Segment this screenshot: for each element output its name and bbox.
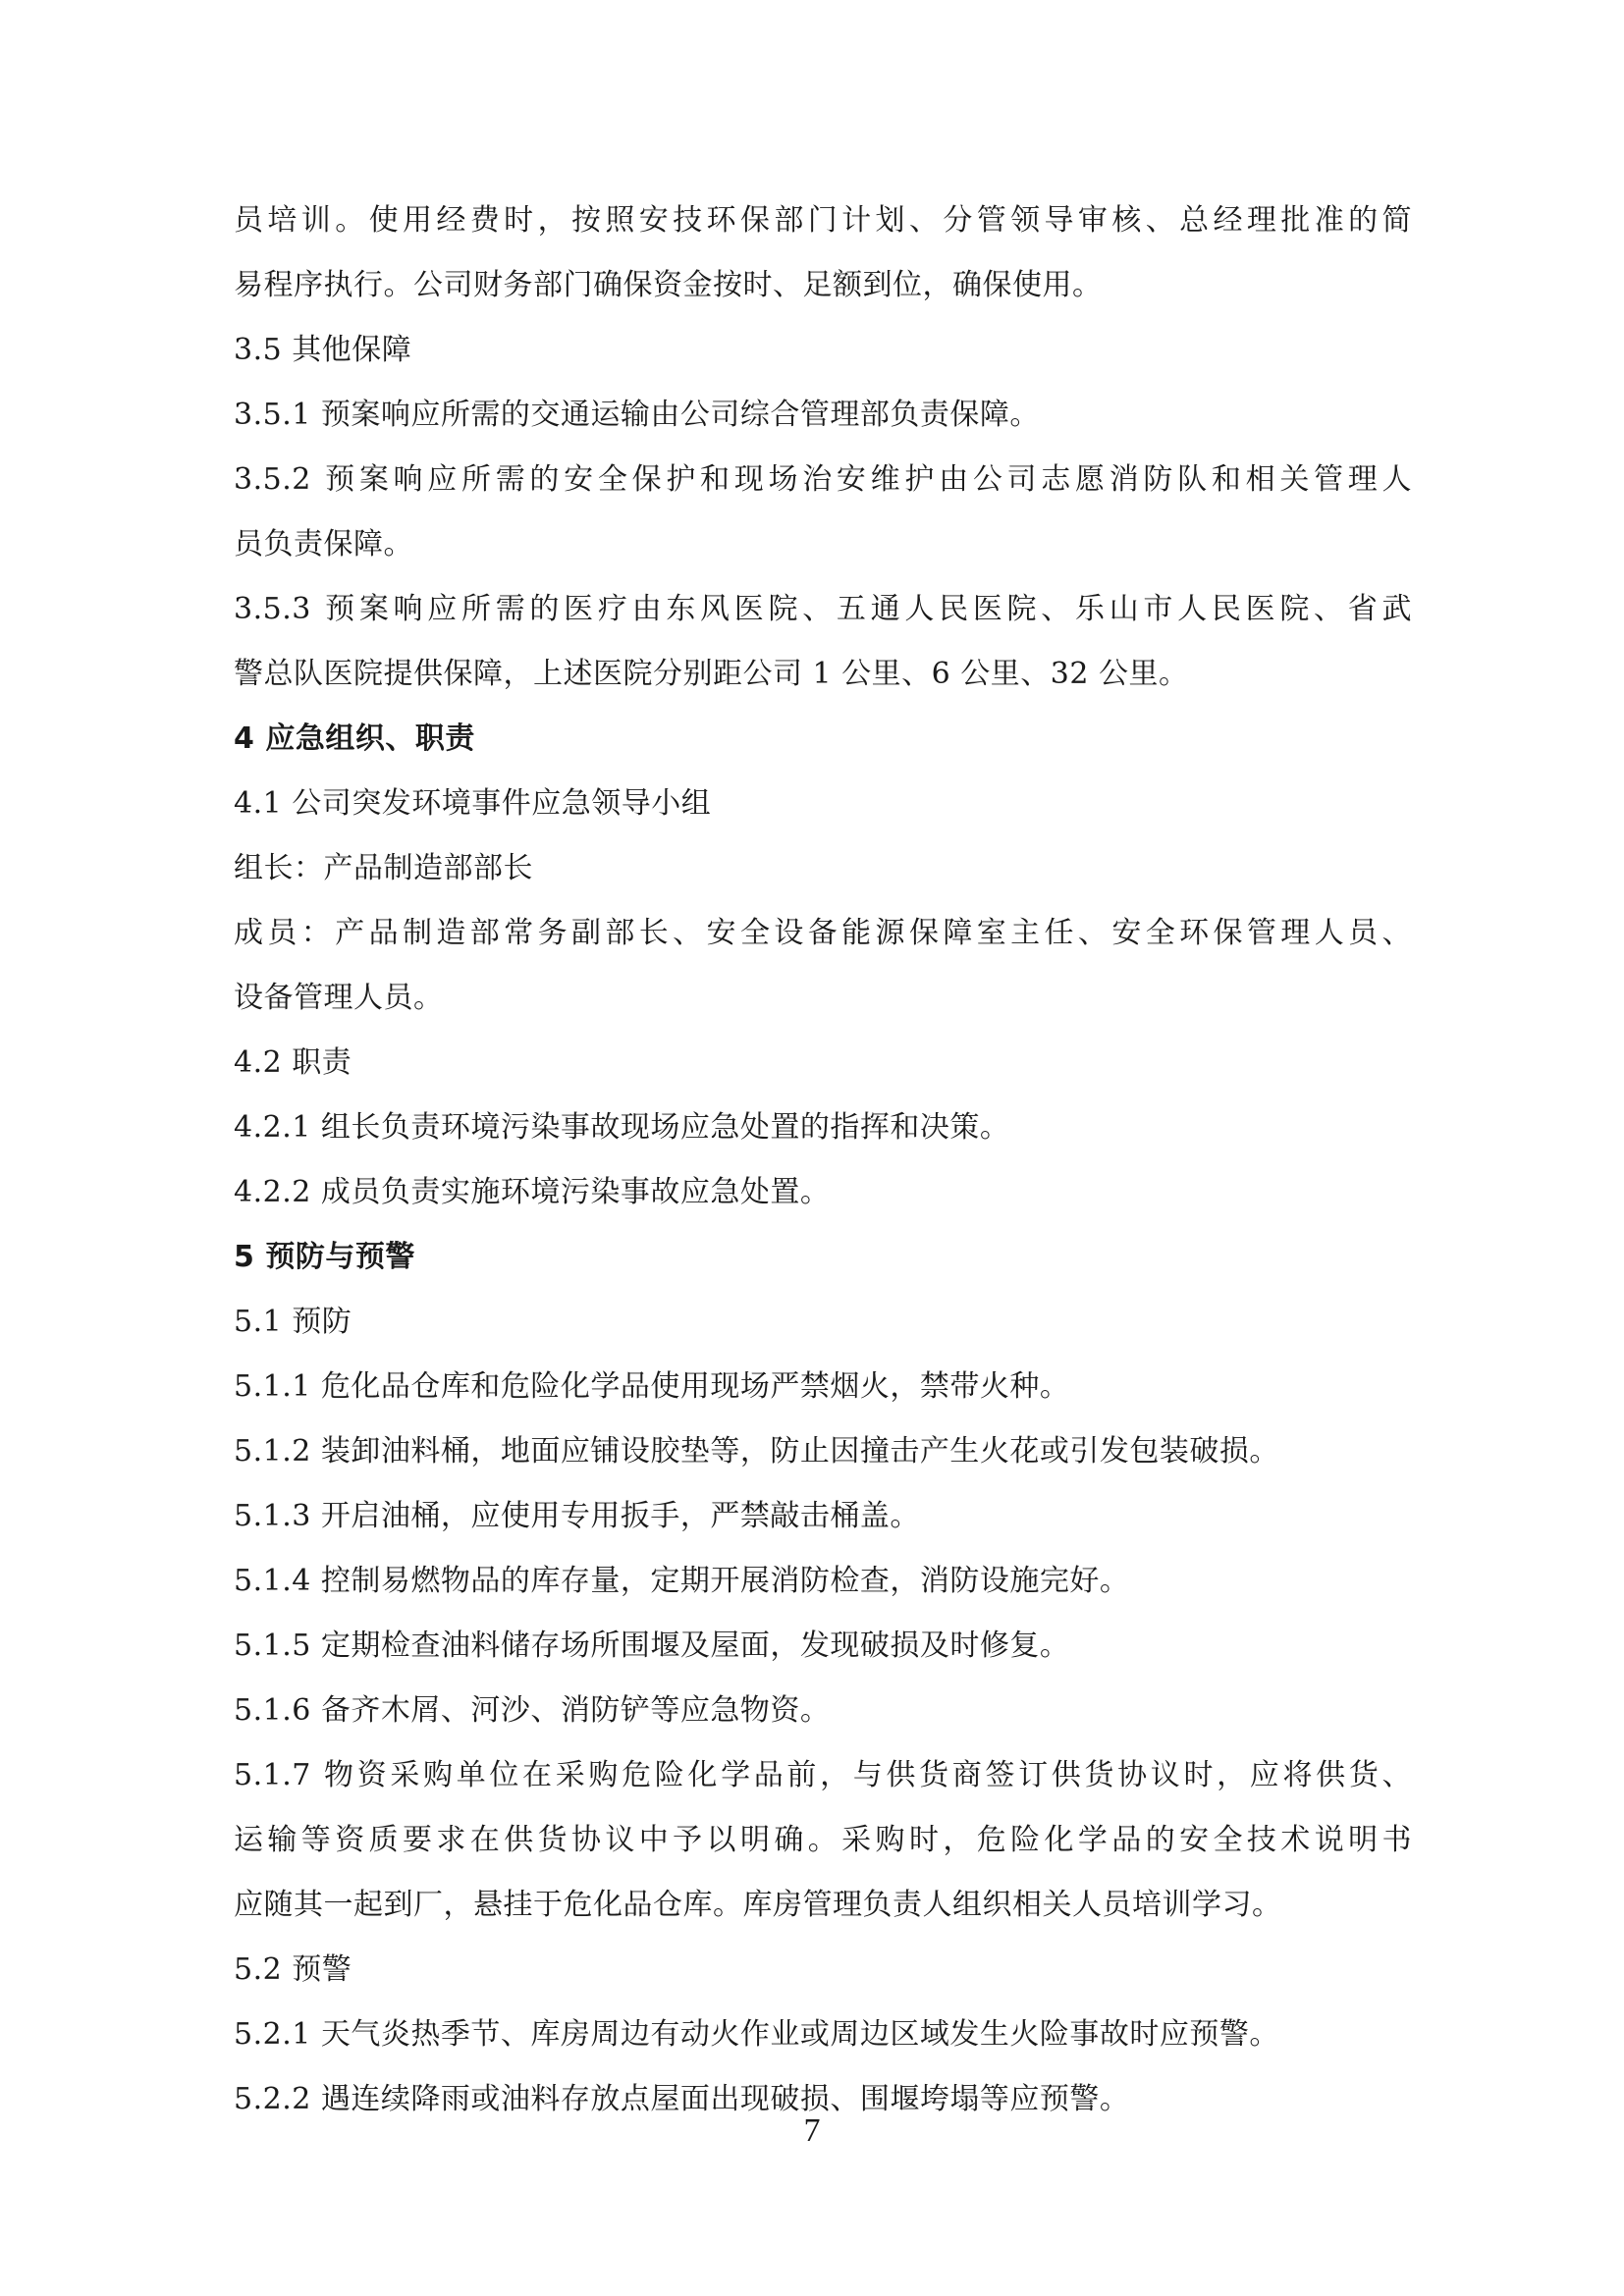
section-title-3-5: 3.5 其他保障 [234, 333, 412, 367]
text-line: 5.2.1 天气炎热季节、库房周边有动火作业或周边区域发生火险事故时应预警。 [234, 2017, 1279, 2052]
text-line: 3.5.3 预案响应所需的医疗由东风医院、五通人民医院、乐山市人民医院、省武 [234, 592, 1412, 626]
text-line: 成员：产品制造部常务副部长、安全设备能源保障室主任、安全环保管理人员、 [234, 916, 1412, 950]
text-line: 组长：产品制造部部长 [234, 851, 533, 885]
text-line: 5.1.2 装卸油料桶，地面应铺设胶垫等，防止因撞击产生火花或引发包装破损。 [234, 1434, 1279, 1468]
text-line: 5.2.2 遇连续降雨或油料存放点屋面出现破损、围堰垮塌等应预警。 [234, 2082, 1130, 2116]
section-title-4-1: 4.1 公司突发环境事件应急领导小组 [234, 786, 712, 821]
text-line: 5.1.7 物资采购单位在采购危险化学品前，与供货商签订供货协议时，应将供货、 [234, 1758, 1412, 1792]
section-title-4-2: 4.2 职责 [234, 1045, 352, 1080]
text-line: 3.5.1 预案响应所需的交通运输由公司综合管理部负责保障。 [234, 398, 1040, 432]
text-line: 设备管理人员。 [234, 981, 444, 1015]
text-line: 应随其一起到厂，悬挂于危化品仓库。库房管理负责人组织相关人员培训学习。 [234, 1888, 1282, 1922]
text-line: 5.1.1 危化品仓库和危险化学品使用现场严禁烟火，禁带火种。 [234, 1369, 1070, 1404]
text-line: 5.1.5 定期检查油料储存场所围堰及屋面，发现破损及时修复。 [234, 1629, 1070, 1663]
section-title-5-2: 5.2 预警 [234, 1952, 352, 1987]
document-body [234, 188, 1412, 2132]
text-line: 5.1.4 控制易燃物品的库存量，定期开展消防检查，消防设施完好。 [234, 1564, 1130, 1598]
chapter-heading-5: 5 预防与预警 [234, 1240, 415, 1274]
text-line: 3.5.2 预案响应所需的安全保护和现场治安维护由公司志愿消防队和相关管理人 [234, 462, 1412, 497]
text-line: 易程序执行。公司财务部门确保资金按时、足额到位，确保使用。 [234, 268, 1103, 302]
text-line: 员负责保障。 [234, 527, 413, 561]
text-line: 4.2.2 成员负责实施环境污染事故应急处置。 [234, 1175, 831, 1209]
chapter-heading-4: 4 应急组织、职责 [234, 721, 475, 756]
page-number: 7 [803, 2112, 821, 2149]
text-line: 4.2.1 组长负责环境污染事故现场应急处置的指挥和决策。 [234, 1110, 1010, 1145]
text-line: 警总队医院提供保障，上述医院分别距公司 1 公里、6 公里、32 公里。 [234, 657, 1189, 691]
text-line: 5.1.3 开启油桶，应使用专用扳手，严禁敲击桶盖。 [234, 1499, 920, 1533]
text-line: 运输等资质要求在供货协议中予以明确。采购时，危险化学品的安全技术说明书 [234, 1823, 1412, 1857]
text-line: 5.1.6 备齐木屑、河沙、消防铲等应急物资。 [234, 1693, 831, 1728]
text-line: 员培训。使用经费时，按照安技环保部门计划、分管领导审核、总经理批准的简 [234, 203, 1412, 238]
section-title-5-1: 5.1 预防 [234, 1305, 352, 1339]
